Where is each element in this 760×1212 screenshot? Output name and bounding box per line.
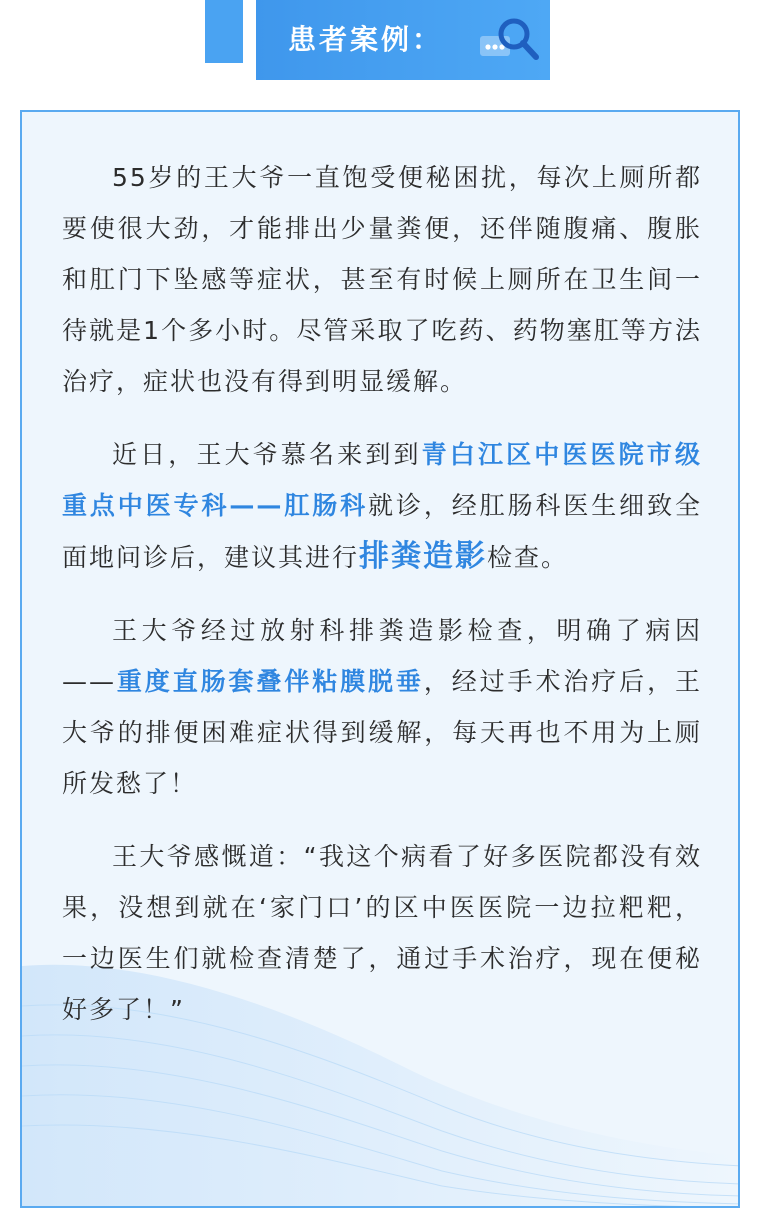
paragraph-2-text-1: 近日，王大爷慕名来到到 [112, 440, 422, 469]
header-accent-bar [205, 0, 243, 63]
section-title-banner [256, 0, 550, 80]
paragraph-3 [62, 605, 702, 809]
paragraph-2-text-2: 就诊，经肛肠科医生细致全面地问诊后，建议其进行 [62, 491, 702, 572]
paragraph-3-text-1: 王大爷经过放射科排粪造影检查，明确了病因—— [62, 616, 702, 696]
paragraph-2 [62, 429, 702, 583]
paragraph-1: 55岁的王大爷一直饱受便秘困扰，每次上厕所都要使很大劲，才能排出少量粪便，还伴随腹痛、腹胀和肛门下坠感等症状，甚至有时候上厕所在卫生间一待就是1个多小时。尽管采取了吃药、药物塞肛等方法治疗，症状也没有得到明显缓解。 [62, 163, 702, 396]
search-icon [478, 12, 542, 68]
paragraph-2-text-3: 检查。 [487, 543, 569, 572]
section-title: 患者案例： [288, 23, 444, 56]
article-body [62, 152, 702, 1057]
case-card [20, 110, 740, 1208]
hospital-name-highlight: 青白江区中医医院市级重点中医专科——肛肠科 [62, 440, 702, 520]
paragraph-4: 王大爷感慨道：“我这个病看了好多医院都没有效果，没想到就在‘家门口’的区中医医院一边拉粑粑，一边医生们就检查清楚了，通过手术治疗，现在便秘好多了！” [62, 842, 702, 1024]
exam-name-highlight: 排粪造影 [359, 539, 488, 574]
paragraph-3-text-2: ，经过手术治疗后，王大爷的排便困难症状得到缓解，每天再也不用为上厕所发愁了！ [62, 667, 702, 798]
diagnosis-highlight: 重度直肠套叠伴粘膜脱垂 [116, 667, 424, 696]
